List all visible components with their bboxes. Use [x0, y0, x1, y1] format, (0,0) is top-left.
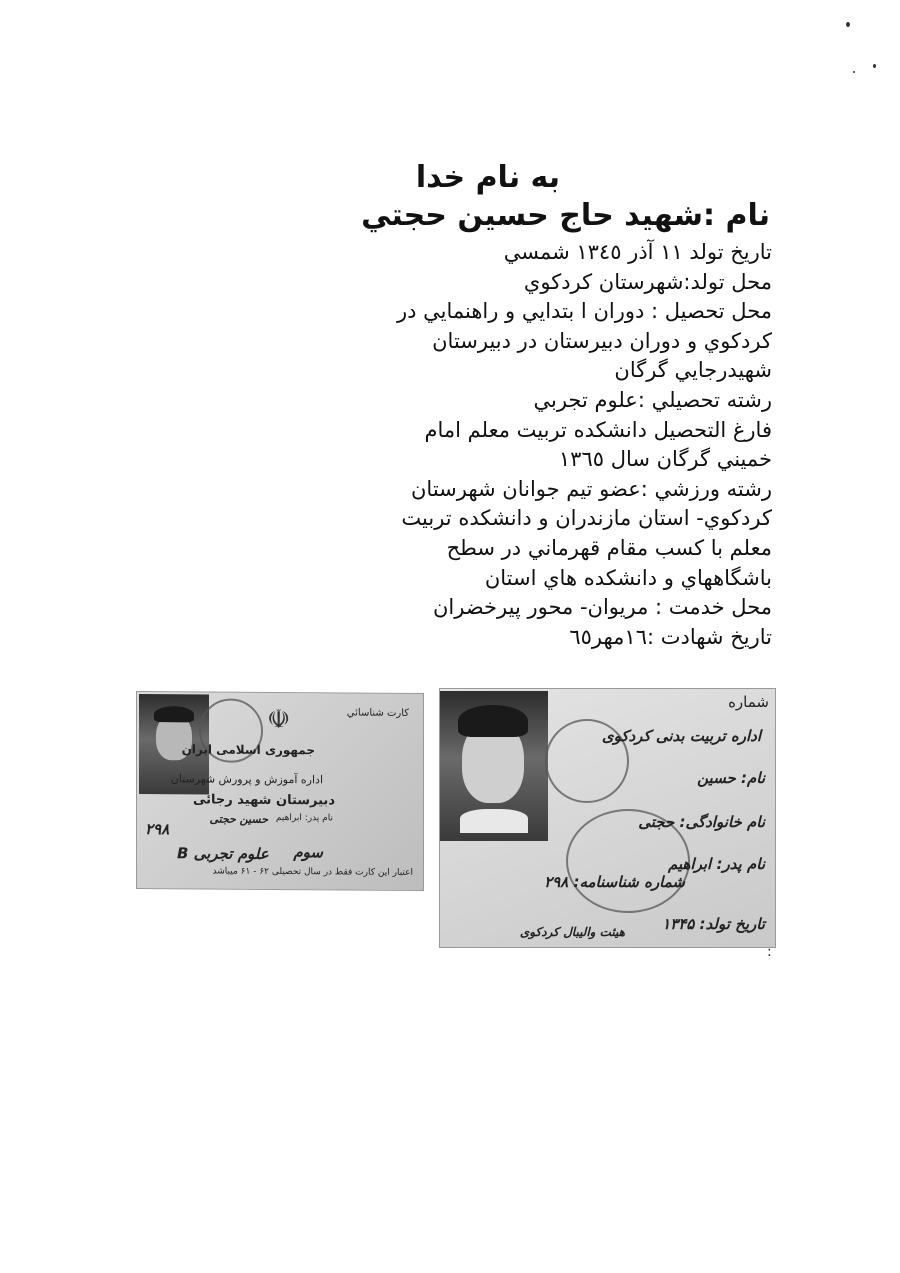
card-number-label: شماره: [728, 693, 769, 711]
birth-date-line: تاريخ تولد ١١ آذر ١٣٤٥ شمسي: [503, 240, 772, 264]
card-office: اداره آموزش و پرورش شهرستان: [170, 772, 323, 787]
card-student-name: حسین حجتی: [209, 812, 268, 826]
student-id-card: [136, 691, 424, 891]
scan-speck: [873, 64, 876, 68]
card-id-field: شماره شناسنامه: ۲۹۸: [544, 873, 685, 891]
card-id-number: ۲۹۸: [145, 820, 170, 839]
education-place-line-2: كردكوي و دوران دبيرستان در دبيرستان: [432, 328, 772, 353]
card-father-name: نام پدر: ابراهیم: [275, 812, 333, 824]
education-place-line: محل تحصيل : دوران ا بتدايي و راهنمايي در: [396, 299, 772, 324]
scan-speck: [853, 71, 855, 73]
card-signature: هیئت والیبال کردکوی: [519, 925, 625, 939]
card-country: جمهوری اسلامی ایران: [181, 742, 315, 758]
card-name-field: نام: حسین: [697, 769, 765, 787]
sport-line-2: كردكوي- استان مازندران و دانشكده تربيت: [401, 506, 772, 531]
martyrdom-date-line: تاريخ شهادت :١٦مهر٦٥: [569, 624, 772, 649]
card-family-field: نام خانوادگی: حجتی: [638, 813, 765, 831]
card-class: سوم: [293, 843, 323, 862]
card-birth-field: تاریخ تولد: ۱۳۴۵: [662, 915, 765, 933]
sport-line: رشته ورزشي :عضو تيم جوانان شهرستان: [411, 476, 772, 501]
study-field-line: رشته تحصيلي :علوم تجربي: [533, 387, 772, 412]
card-office: اداره تربیت بدنی کردکوی: [601, 727, 761, 745]
graduation-line-2: خميني گرگان سال ١٣٦٥: [558, 447, 772, 472]
sports-membership-card: [439, 688, 776, 948]
scan-speck: [846, 22, 850, 27]
card-school: دبیرستان شهید رجائی: [192, 792, 335, 809]
card-major: علوم تجربی B: [177, 844, 269, 863]
card-validity-footer: اعتبار این کارت فقط در سال تحصیلی ۶۲ - ۶۱ میباشد: [212, 866, 413, 878]
service-place-line: محل خدمت : مريوان- محور پيرخضران: [433, 595, 772, 620]
card-title: كارت شناسائي: [346, 707, 409, 719]
martyr-name-heading: نام :شهيد حاج حسين حجتي: [361, 198, 770, 233]
education-place-line-3: شهيدرجايي گرگان: [614, 358, 772, 383]
graduation-line: فارغ التحصيل دانشكده تربيت معلم امام: [424, 417, 772, 442]
member-photo: [440, 691, 548, 841]
sport-line-4: باشگاههاي و دانشكده هاي استان: [484, 565, 772, 590]
bismillah-heading: به نام خدا: [415, 160, 560, 195]
iran-emblem-icon: ☫: [267, 704, 291, 736]
sport-line-3: معلم با كسب مقام قهرماني در سطح: [446, 535, 772, 560]
biography-text: [112, 238, 772, 652]
birth-place-line: محل تولد:شهرستان كردكوي: [523, 269, 772, 294]
footnote-mark: :: [767, 944, 772, 960]
card-father-field: نام پدر: ابراهیم: [668, 855, 765, 873]
